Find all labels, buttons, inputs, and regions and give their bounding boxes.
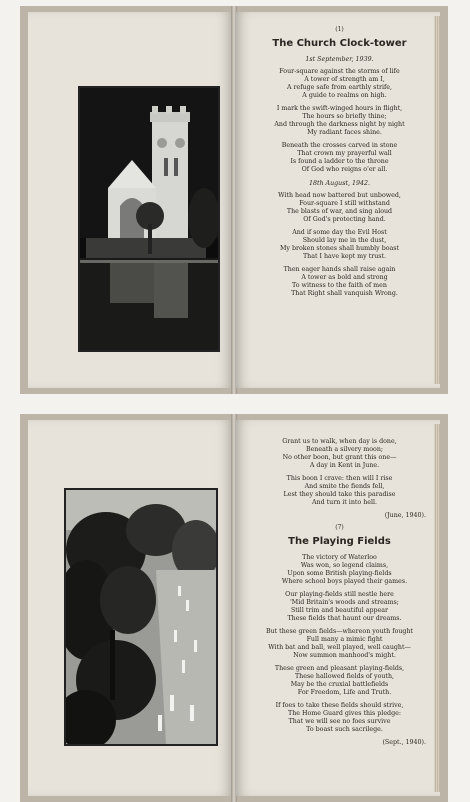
- stanza: [249, 68, 430, 100]
- stanza: [249, 554, 430, 586]
- poem-line: Was won, so legend claims,: [300, 562, 389, 569]
- top-book-spread: [20, 6, 448, 394]
- poem-line: These hallowed fields of youth,: [294, 673, 395, 680]
- bottom-book-spread: [20, 414, 448, 802]
- page-number: (7): [335, 524, 344, 531]
- poem-line: To boast such sacrilege.: [306, 726, 383, 733]
- poem-date: 18th August, 1942.: [308, 180, 371, 187]
- poem-line: My broken stones shall humbly boast: [279, 245, 400, 252]
- poem-line: A tower of strength am I,: [304, 76, 385, 83]
- stanza: [249, 665, 430, 697]
- poem-line: Beneath the crosses carved in stone: [281, 142, 398, 149]
- poem-line: Lest they should take this paradise: [283, 491, 396, 498]
- poem-line: A tower as bold and strong: [301, 274, 388, 281]
- poem-title: The Playing Fields: [288, 536, 391, 547]
- poem-line: A guide to realms on high.: [302, 92, 387, 99]
- poem-line: With bat and ball, well played, well caught—: [268, 644, 411, 651]
- church-poem: [249, 26, 430, 303]
- poem-line: If foes to take these fields should strive,: [275, 702, 404, 709]
- stanza: [249, 628, 430, 660]
- poem-line: And if some day the Evil Host: [292, 229, 387, 236]
- page-edges: [434, 424, 440, 792]
- playing-fields-poem: [249, 438, 430, 751]
- stanza: [249, 192, 430, 224]
- stanza: [249, 105, 430, 137]
- bottom-left-page: [28, 420, 233, 796]
- poem-line: The blasts of war, and sing aloud: [286, 208, 393, 215]
- poem-line: My radiant faces shine.: [307, 129, 382, 136]
- stanza: [249, 702, 430, 734]
- top-right-page: [235, 12, 440, 388]
- bottom-right-page: [235, 420, 440, 796]
- poem-line: This boon I crave: then will I rise: [286, 475, 393, 482]
- poem-line: Then eager hands shall raise again: [283, 266, 396, 273]
- poem-line: Is found a ladder to the throne: [290, 158, 389, 165]
- poem-line: That we will see no foes survive: [288, 718, 391, 725]
- poem-line: These green and pleasant playing-fields,: [274, 665, 405, 672]
- poem-title: The Church Clock-tower: [272, 38, 407, 49]
- poem-line: Beneath a silvery moon;: [305, 446, 384, 453]
- poem-line: Of God's protecting hand.: [303, 216, 386, 223]
- poem-line: I mark the swift-winged hours in flight,: [276, 105, 403, 112]
- poem-line: Our playing-fields still nestle here: [285, 591, 394, 598]
- poem-signature-date: (June, 1940).: [384, 512, 426, 519]
- poem-line: May be the cruxial battlefields: [290, 681, 389, 688]
- poem-line: But these green fields—whereon youth fought: [265, 628, 414, 635]
- poem-line: The hours so briefly thine;: [302, 113, 387, 120]
- poem-line: No other boon, but grant this one—: [282, 454, 397, 461]
- stanza: [249, 229, 430, 261]
- poem-line: For Freedom, Life and Truth.: [297, 689, 392, 696]
- poem-line: And through the darkness night by night: [274, 121, 405, 128]
- poem-line: That crown my prayerful wall: [297, 150, 392, 157]
- poem-line: These fields that haunt our dreams.: [287, 615, 402, 622]
- poem-line: That I have kept my trust.: [302, 253, 387, 260]
- church-photo: [78, 86, 220, 352]
- poem-line: That Right shall vanquish Wrong.: [291, 290, 398, 297]
- stanza: [249, 142, 430, 174]
- poem-signature-date: (Sept., 1940).: [382, 739, 426, 746]
- poem-line: And smite the fiends fell,: [304, 483, 385, 490]
- page-number: (1): [335, 26, 344, 33]
- poem-line: Four-square against the storms of life: [279, 68, 400, 75]
- poem-line: Four-square I still withstand: [299, 200, 390, 207]
- poem-line: The Home Guard gives this pledge:: [288, 710, 401, 717]
- poem-date: 1st September, 1939.: [305, 56, 374, 63]
- stanza: [249, 438, 430, 470]
- poem-line: With head now battered but unbowed,: [278, 192, 401, 199]
- poem-line: Now summon manhood's might.: [293, 652, 396, 659]
- poem-line: Should lay me in the dust,: [302, 237, 387, 244]
- poem-line: Grant us to walk, when day is done,: [282, 438, 397, 445]
- poem-line: And turn it into hell.: [311, 499, 378, 506]
- stanza: [249, 591, 430, 623]
- poem-line: To witness to the faith of men: [292, 282, 387, 289]
- poem-line: The victory of Waterloo: [302, 554, 377, 561]
- page-edges: [434, 16, 440, 384]
- poem-line: Upon some British playing-fields: [287, 570, 392, 577]
- poem-line: A day in Kent in June.: [309, 462, 380, 469]
- poem-line: Full many a mimic fight: [306, 636, 383, 643]
- stanza: [249, 266, 430, 298]
- playing-fields-photo: [64, 488, 218, 746]
- poem-line: A refuge safe from earthly strife,: [286, 84, 393, 91]
- top-left-page: [28, 12, 233, 388]
- stanza: [249, 475, 430, 507]
- poem-line: Of God who reigns o'er all.: [301, 166, 388, 173]
- poem-line: Where school boys played their games.: [281, 578, 408, 585]
- poem-line: Still trim and beautiful appear: [290, 607, 389, 614]
- poem-line: 'Mid Britain's woods and streams;: [290, 599, 399, 606]
